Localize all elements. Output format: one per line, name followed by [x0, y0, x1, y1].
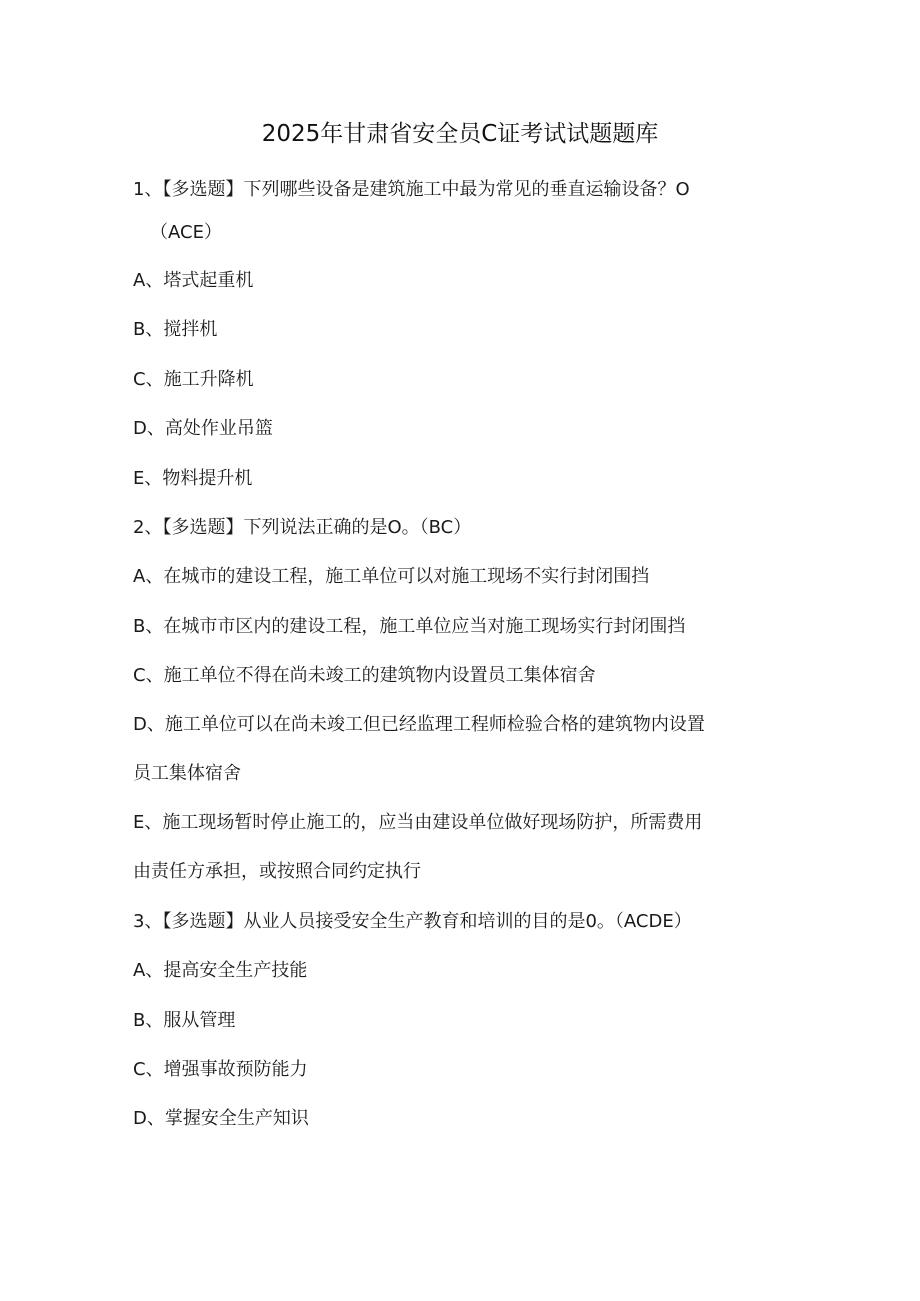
page-title: 2025年甘肃省安全员C证考试试题题库: [261, 121, 659, 147]
question-2-stem: 2、【多选题】下列说法正确的是O。（BC）: [133, 517, 472, 538]
question-2-option-d-continued: 员工集体宿舍: [133, 763, 241, 784]
question-3-option-c: C、增强事故预防能力: [133, 1059, 308, 1080]
question-1-answer: （ACE）: [150, 222, 222, 243]
question-2-option-b: B、在城市市区内的建设工程，施工单位应当对施工现场实行封闭围挡: [133, 616, 686, 637]
question-1-option-c: C、施工升降机: [133, 369, 254, 390]
question-3-option-d: D、掌握安全生产知识: [133, 1108, 309, 1129]
question-2-option-d: D、施工单位可以在尚未竣工但已经监理工程师检验合格的建筑物内设置: [133, 714, 705, 735]
question-2-option-c: C、施工单位不得在尚未竣工的建筑物内设置员工集体宿舍: [133, 665, 596, 686]
question-3-option-a: A、提高安全生产技能: [133, 960, 308, 981]
question-1-option-a: A、塔式起重机: [133, 270, 254, 291]
question-2-option-e-continued: 由责任方承担，或按照合同约定执行: [133, 861, 421, 882]
question-1-option-d: D、高处作业吊篮: [133, 418, 273, 439]
question-1-option-b: B、搅拌机: [133, 319, 218, 340]
question-3-stem: 3、【多选题】从业人员接受安全生产教育和培训的目的是0。（ACDE）: [133, 911, 692, 932]
question-2-option-e: E、施工现场暂时停止施工的，应当由建设单位做好现场防护，所需费用: [133, 812, 703, 833]
question-1-stem: 1、【多选题】下列哪些设备是建筑施工中最为常见的垂直运输设备？O: [133, 179, 690, 200]
question-2-option-a: A、在城市的建设工程，施工单位可以对施工现场不实行封闭围挡: [133, 566, 650, 587]
question-3-option-b: B、服从管理: [133, 1010, 236, 1031]
question-1-option-e: E、物料提升机: [133, 468, 253, 489]
